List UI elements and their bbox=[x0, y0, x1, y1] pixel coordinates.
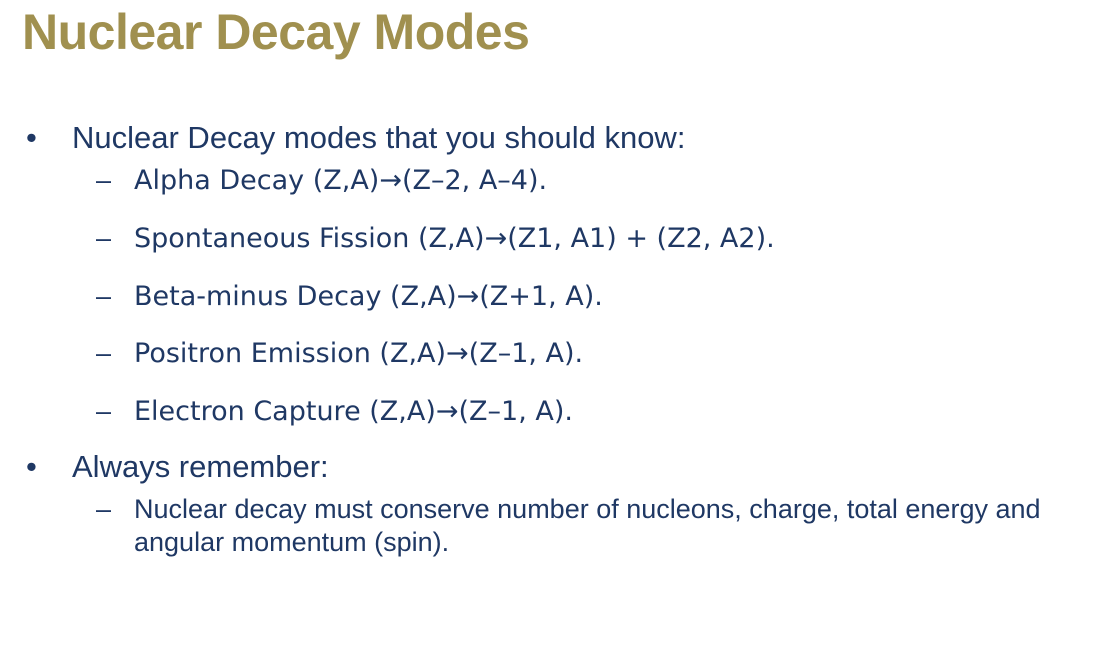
list-item bbox=[72, 337, 1118, 371]
bullet-marker-icon: • bbox=[26, 449, 37, 485]
list-item bbox=[72, 164, 1118, 198]
bullet-text: Always remember: bbox=[72, 449, 329, 485]
bullet-text: Electron Capture (Z,A)→(Z–1, A). bbox=[134, 396, 573, 428]
list-item bbox=[72, 280, 1118, 314]
bullet-text: Nuclear decay must conserve number of nucleons, charge, total energy and angular momentum (spin). bbox=[134, 494, 1041, 557]
bullet-list-level2 bbox=[72, 493, 1118, 559]
list-item bbox=[72, 493, 1118, 559]
slide-body bbox=[0, 118, 1118, 561]
bullet-text: Beta-minus Decay (Z,A)→(Z+1, A). bbox=[134, 280, 603, 312]
bullet-text: Alpha Decay (Z,A)→(Z–2, A–4). bbox=[134, 164, 548, 196]
dash-marker-icon: – bbox=[96, 222, 112, 253]
page-title: Nuclear Decay Modes bbox=[22, 4, 530, 60]
list-item bbox=[72, 222, 1118, 256]
dash-marker-icon: – bbox=[96, 164, 112, 195]
bullet-text: Nuclear Decay modes that you should know: bbox=[72, 120, 686, 155]
bullet-list-level1 bbox=[0, 118, 1118, 559]
dash-marker-icon: – bbox=[96, 280, 112, 311]
bullet-text: Spontaneous Fission (Z,A)→(Z1, A1) + (Z2, A2). bbox=[134, 222, 775, 254]
dash-marker-icon: – bbox=[96, 494, 112, 525]
bullet-text: Positron Emission (Z,A)→(Z–1, A). bbox=[134, 338, 584, 370]
bullet-list-level2 bbox=[72, 164, 1118, 430]
dash-marker-icon: – bbox=[96, 396, 112, 427]
list-item bbox=[72, 395, 1118, 429]
list-item bbox=[0, 118, 1118, 429]
dash-marker-icon: – bbox=[96, 338, 112, 369]
list-item bbox=[0, 447, 1118, 559]
bullet-marker-icon: • bbox=[26, 120, 37, 155]
